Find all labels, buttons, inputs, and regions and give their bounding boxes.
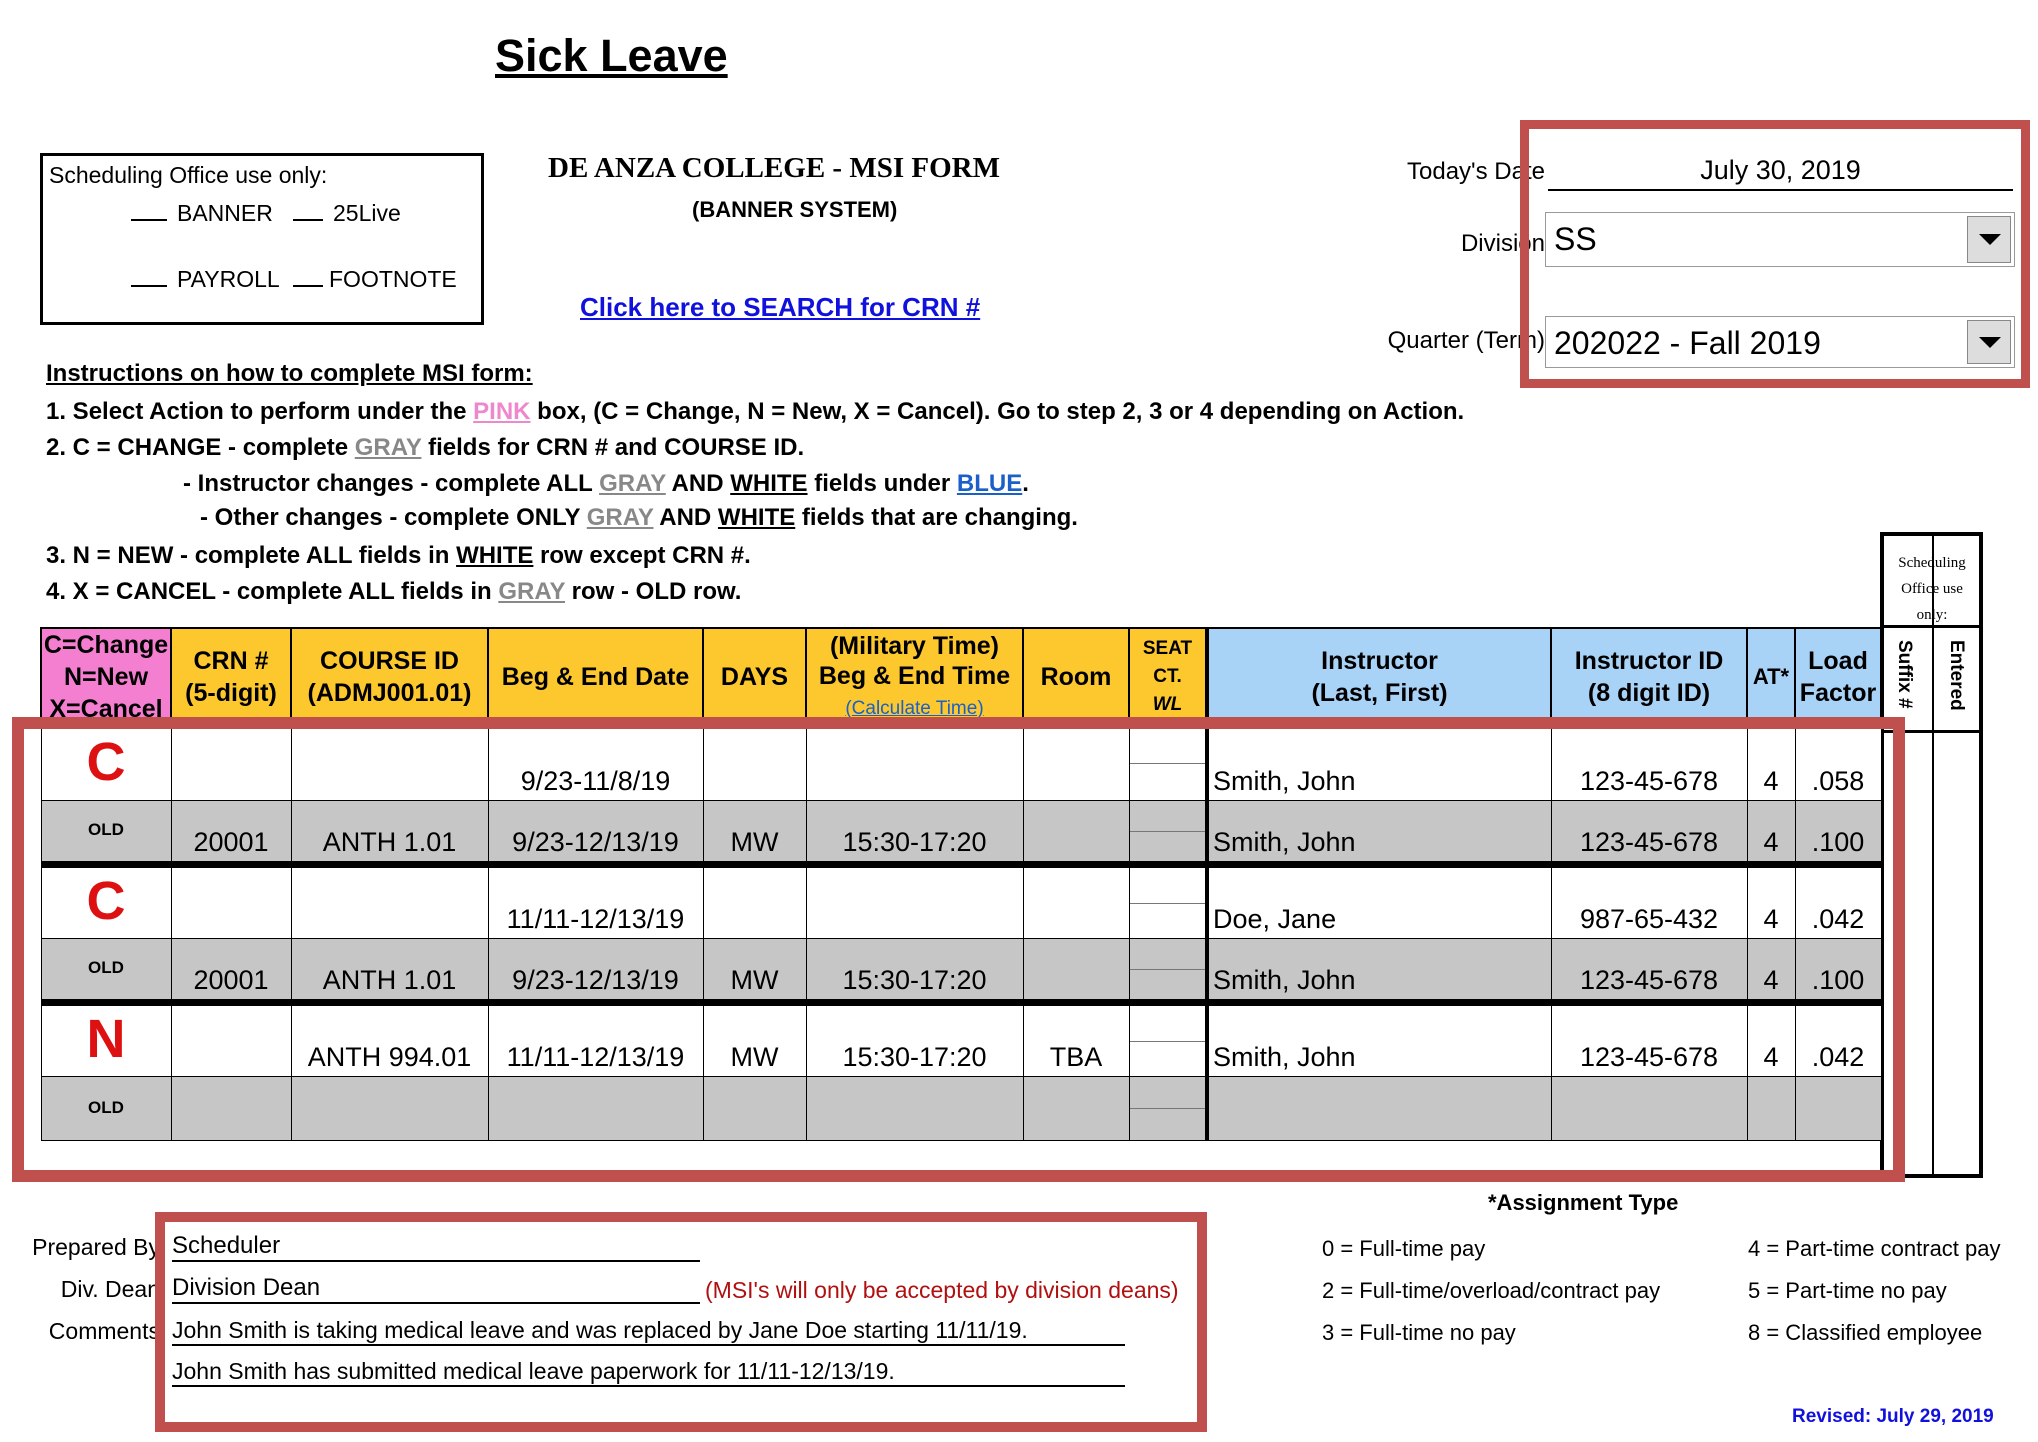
quarter-label: Quarter (Term) <box>1387 327 1545 354</box>
instructor-id-cell[interactable]: 987-65-432 <box>1551 864 1747 938</box>
footnote-check[interactable]: FOOTNOTE <box>293 266 457 293</box>
payroll-check[interactable]: PAYROLL <box>131 266 280 293</box>
assignment-type-item: 0 = Full-time pay <box>1322 1236 1486 1261</box>
suffix-header: Suffix # <box>1894 640 1915 709</box>
calculate-time-link[interactable]: (Calculate Time) <box>845 697 984 719</box>
assignment-type-item: 2 = Full-time/overload/contract pay <box>1322 1278 1661 1303</box>
col-time: (Military Time) Beg & End Time (Calculate Time) <box>806 628 1023 726</box>
course-cell[interactable]: ANTH 994.01 <box>291 1002 488 1076</box>
col-days: DAYS <box>703 628 806 726</box>
action-cell[interactable]: OLD <box>41 1076 171 1140</box>
col-action: C=Change N=New X=Cancel <box>41 628 171 726</box>
col-at: AT* <box>1747 628 1795 726</box>
action-cell[interactable]: N <box>41 1002 171 1076</box>
course-cell[interactable]: ANTH 1.01 <box>291 938 488 1002</box>
col-seat: SEAT CT. WL <box>1129 628 1207 726</box>
msi-acceptance-note: (MSI's will only be accepted by division deans) <box>705 1277 1179 1303</box>
action-cell[interactable]: C <box>41 864 171 938</box>
dates-cell[interactable]: 9/23-12/13/19 <box>488 800 703 864</box>
division-label: Division <box>1460 230 1545 257</box>
prepared-by-label: Prepared By <box>32 1234 160 1260</box>
instructor-cell[interactable]: Doe, Jane <box>1207 864 1551 938</box>
instruction-2: 2. C = CHANGE - complete GRAY fields for CRN # and COURSE ID. <box>46 434 805 461</box>
assignment-type-item: 5 = Part-time no pay <box>1748 1278 1947 1303</box>
at-cell[interactable]: 4 <box>1747 1002 1795 1076</box>
col-room: Room <box>1023 628 1129 726</box>
office-use-label: Scheduling Office use only: <box>1898 555 1966 623</box>
load-cell[interactable]: .100 <box>1795 800 1881 864</box>
days-cell[interactable]: MW <box>703 800 806 864</box>
instructor-id-cell[interactable]: 123-45-678 <box>1551 938 1747 1002</box>
col-instructor: Instructor (Last, First) <box>1207 628 1551 726</box>
load-cell[interactable]: .042 <box>1795 864 1881 938</box>
instructor-cell[interactable]: Smith, John <box>1207 800 1551 864</box>
comment-line-2[interactable]: John Smith has submitted medical leave paperwork for 11/11-12/13/19. <box>172 1358 1125 1387</box>
scheduling-office-box <box>40 153 484 325</box>
25live-check[interactable]: 25Live <box>293 200 401 227</box>
at-cell[interactable]: 4 <box>1747 800 1795 864</box>
date-field[interactable]: July 30, 2019 <box>1548 155 2013 191</box>
footer-highlight-box <box>155 1212 1207 1432</box>
action-cell[interactable]: C <box>41 726 171 800</box>
instructor-cell[interactable]: Smith, John <box>1207 938 1551 1002</box>
date-label: Today's Date <box>1407 158 1545 185</box>
instructor-id-cell[interactable]: 123-45-678 <box>1551 800 1747 864</box>
page-title: Sick Leave <box>495 30 728 81</box>
assignment-type-item: 3 = Full-time no pay <box>1322 1320 1516 1345</box>
col-dates: Beg & End Date <box>488 628 703 726</box>
comments-label: Comments <box>48 1318 160 1344</box>
scheduling-office-title: Scheduling Office use only: <box>49 162 328 188</box>
dates-cell[interactable]: 9/23-11/8/19 <box>488 726 703 800</box>
load-cell[interactable]: .100 <box>1795 938 1881 1002</box>
assignment-type-item: 8 = Classified employee <box>1748 1320 1983 1345</box>
crn-cell[interactable]: 20001 <box>171 800 291 864</box>
col-instructor-id: Instructor ID (8 digit ID) <box>1551 628 1747 726</box>
action-cell[interactable]: OLD <box>41 800 171 864</box>
course-cell[interactable]: ANTH 1.01 <box>291 800 488 864</box>
instructor-cell[interactable]: Smith, John <box>1207 726 1551 800</box>
time-cell[interactable]: 15:30-17:20 <box>806 1002 1023 1076</box>
at-cell[interactable]: 4 <box>1747 864 1795 938</box>
rows-highlight-box <box>12 717 1905 1182</box>
instructor-id-cell[interactable]: 123-45-678 <box>1551 1002 1747 1076</box>
table-header-row <box>41 628 1881 726</box>
dates-cell[interactable]: 11/11-12/13/19 <box>488 864 703 938</box>
instructor-cell[interactable]: Smith, John <box>1207 1002 1551 1076</box>
office-divider <box>1932 532 1934 1178</box>
instruction-2-1: - Instructor changes - complete ALL GRAY AND WHITE fields under BLUE. <box>183 470 1029 497</box>
div-dean-label: Div. Dean <box>60 1276 160 1302</box>
at-cell[interactable]: 4 <box>1747 726 1795 800</box>
system-subtitle: (BANNER SYSTEM) <box>692 197 898 222</box>
instructor-id-cell[interactable]: 123-45-678 <box>1551 726 1747 800</box>
crn-cell[interactable]: 20001 <box>171 938 291 1002</box>
assignment-type-item: 4 = Part-time contract pay <box>1748 1236 2001 1261</box>
prepared-by-field[interactable]: Scheduler <box>172 1232 700 1262</box>
banner-check[interactable]: BANNER <box>131 200 273 227</box>
comment-line-1[interactable]: John Smith is taking medical leave and was replaced by Jane Doe starting 11/11/19. <box>172 1317 1125 1346</box>
load-cell[interactable]: .058 <box>1795 726 1881 800</box>
time-cell[interactable]: 15:30-17:20 <box>806 800 1023 864</box>
room-cell[interactable]: TBA <box>1023 1002 1129 1076</box>
load-cell[interactable]: .042 <box>1795 1002 1881 1076</box>
entered-header: Entered <box>1946 640 1967 711</box>
instruction-2-2: - Other changes - complete ONLY GRAY AND WHITE fields that are changing. <box>200 504 1078 531</box>
time-cell[interactable]: 15:30-17:20 <box>806 938 1023 1002</box>
instruction-1: 1. Select Action to perform under the PINK box, (C = Change, N = New, X = Cancel). Go to step 2, 3 or 4 depending on Action. <box>46 398 1465 425</box>
days-cell[interactable]: MW <box>703 938 806 1002</box>
dates-cell[interactable]: 9/23-12/13/19 <box>488 938 703 1002</box>
header-highlight-box <box>1520 120 2030 388</box>
col-course: COURSE ID (ADMJ001.01) <box>291 628 488 726</box>
college-title: DE ANZA COLLEGE - MSI FORM <box>548 152 1000 184</box>
assignment-type-title: *Assignment Type <box>1488 1190 1679 1215</box>
div-dean-field[interactable]: Division Dean <box>172 1274 700 1304</box>
dates-cell[interactable]: 11/11-12/13/19 <box>488 1002 703 1076</box>
action-cell[interactable]: OLD <box>41 938 171 1002</box>
instruction-3: 3. N = NEW - complete ALL fields in WHITE row except CRN #. <box>46 542 751 569</box>
days-cell[interactable]: MW <box>703 1002 806 1076</box>
col-load: Load Factor <box>1795 628 1881 726</box>
revised-date: Revised: July 29, 2019 <box>1792 1406 1994 1427</box>
at-cell[interactable]: 4 <box>1747 938 1795 1002</box>
quarter-value: 202022 - Fall 2019 <box>1554 325 1821 361</box>
instruction-4: 4. X = CANCEL - complete ALL fields in GRAY row - OLD row. <box>46 578 742 605</box>
col-crn: CRN # (5-digit) <box>171 628 291 726</box>
division-value: SS <box>1554 221 1597 257</box>
search-crn-link[interactable]: Click here to SEARCH for CRN # <box>580 292 981 322</box>
instructions-heading: Instructions on how to complete MSI form: <box>46 360 533 387</box>
